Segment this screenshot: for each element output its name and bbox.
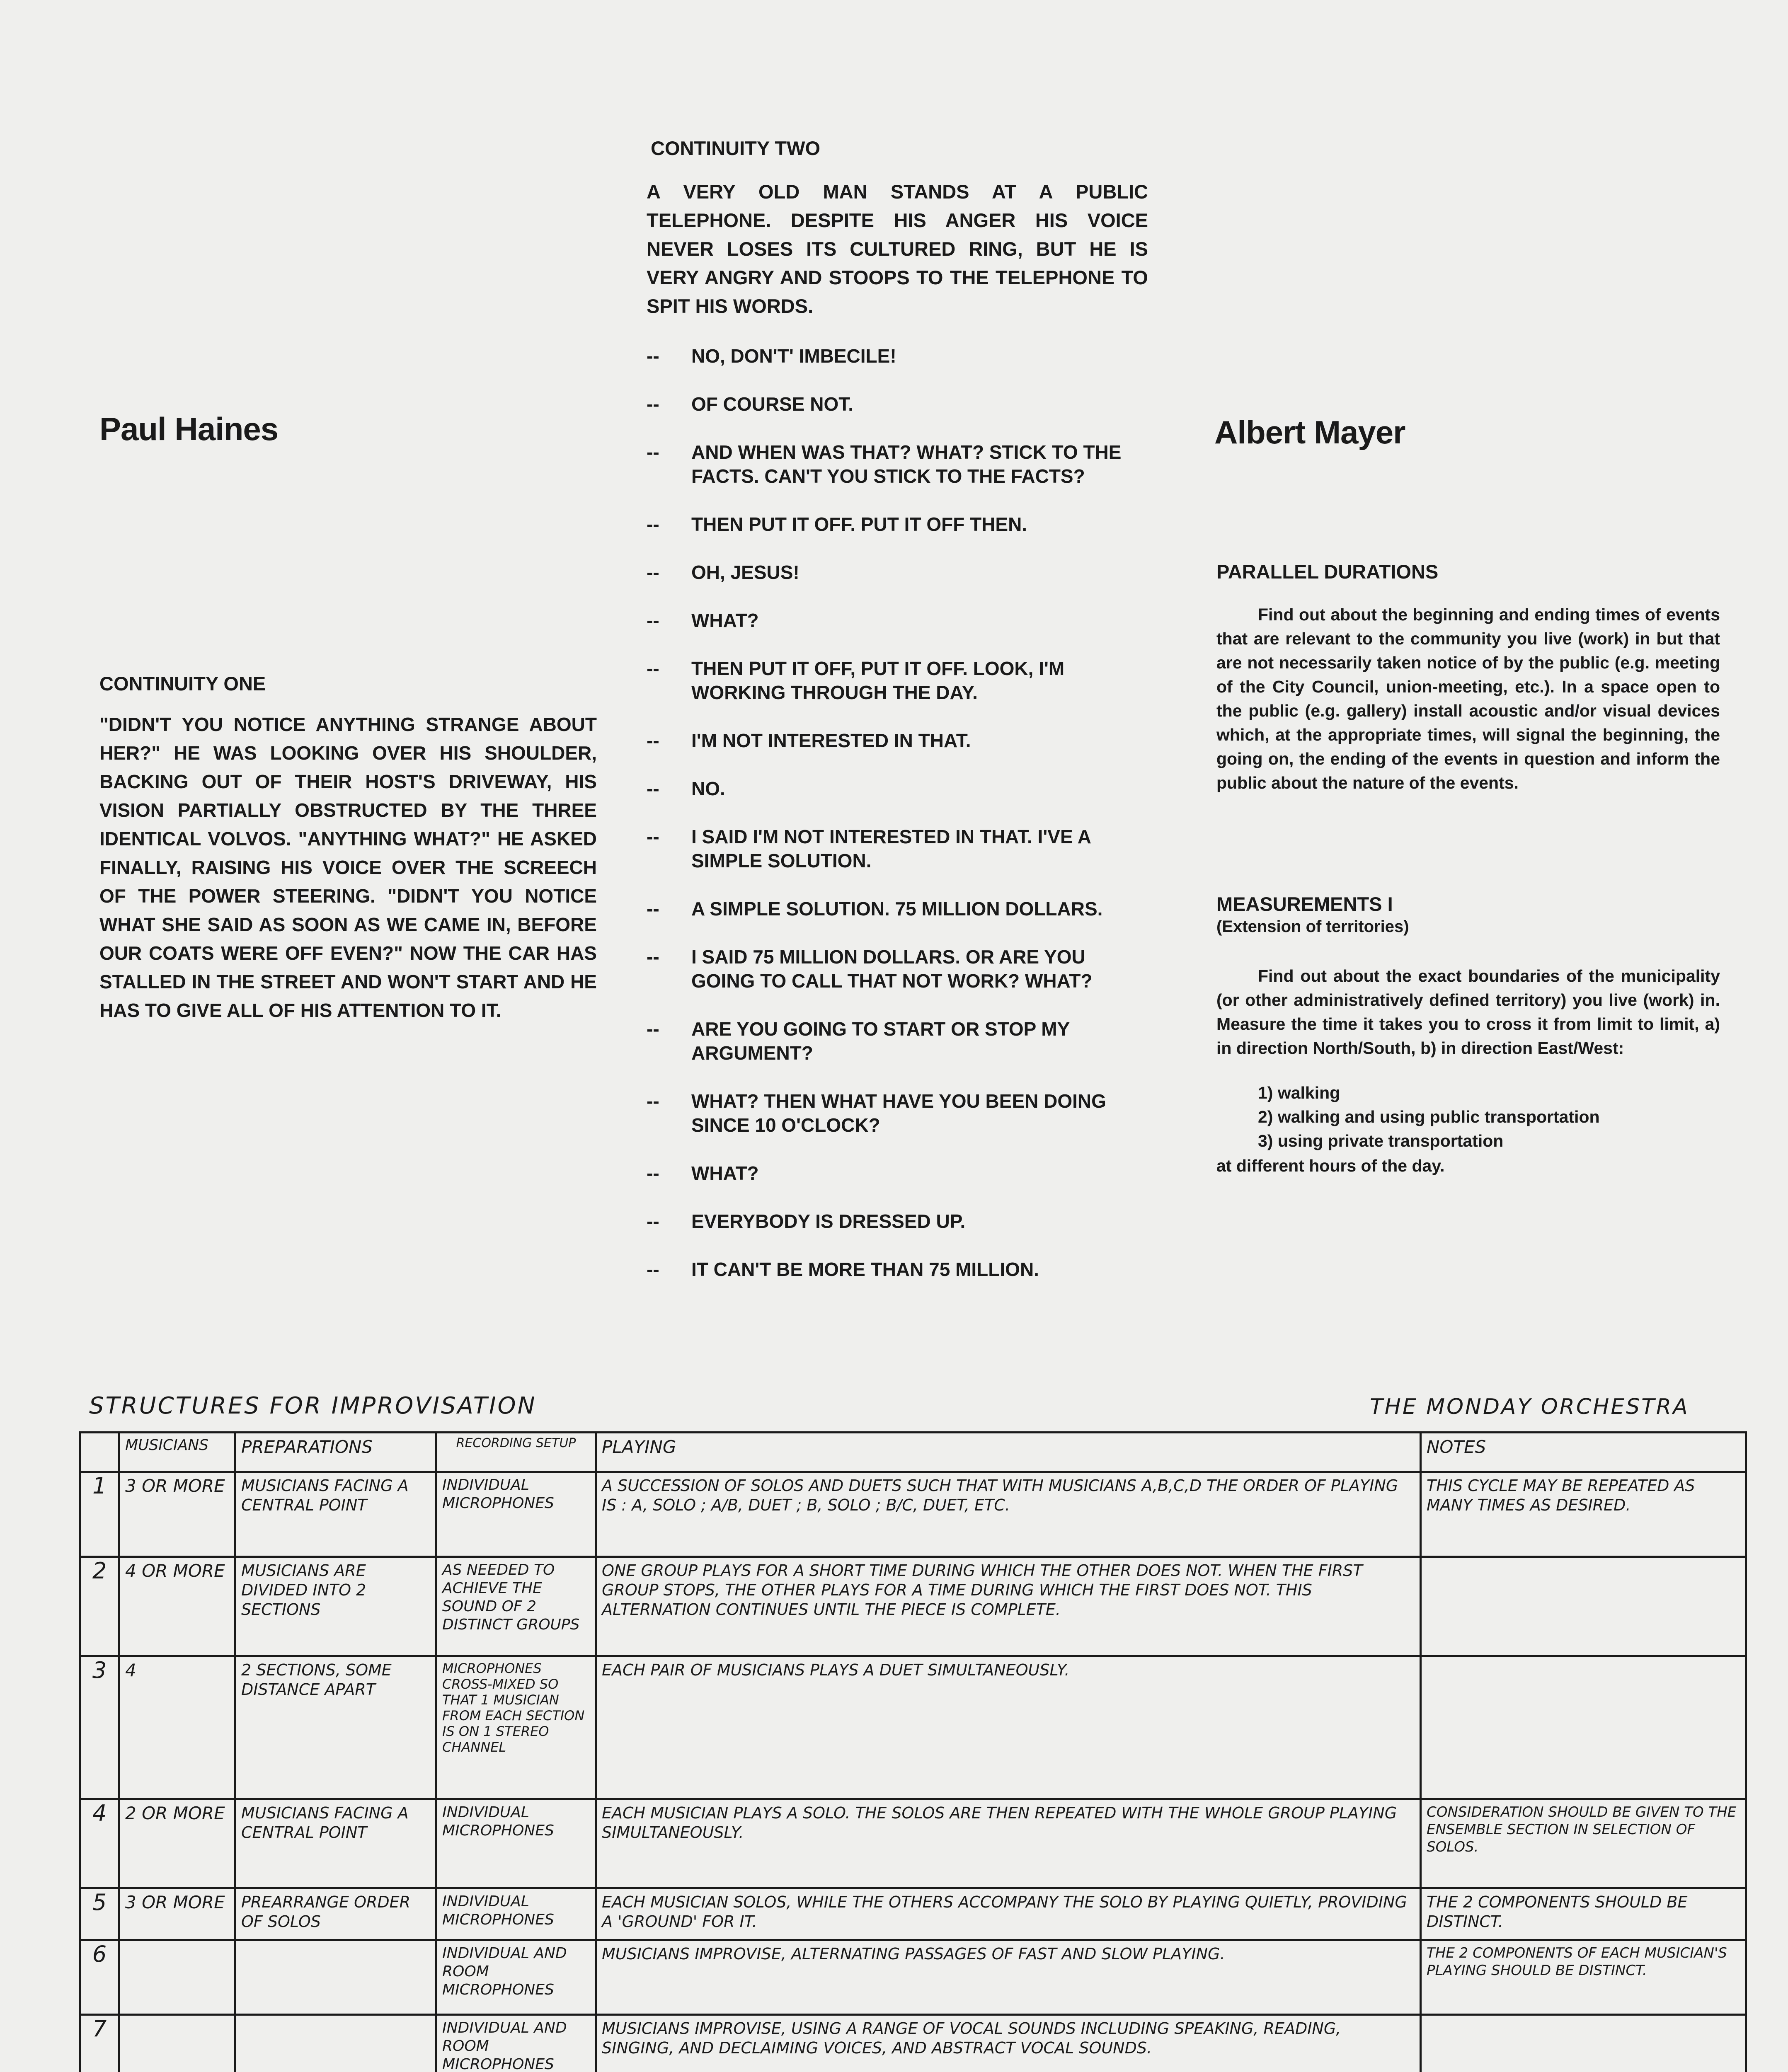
dialogue-line: -- A SIMPLE SOLUTION. 75 MILLION DOLLARS.	[647, 898, 1103, 920]
dialogue-line: -- AND WHEN WAS THAT? WHAT? STICK TO THE FACTS. CAN'T YOU STICK TO THE FACTS?	[647, 441, 1122, 487]
table-row	[80, 1888, 1746, 1940]
table-row	[80, 1799, 1746, 1888]
measurements-closing: at different hours of the day.	[1216, 1156, 1445, 1175]
cell-notes: THE 2 COMPONENTS SHOULD BE DISTINCT.	[1421, 1888, 1746, 1940]
cell-musicians: 4	[119, 1656, 235, 1799]
cell-musicians: 4 OR MORE	[119, 1557, 235, 1656]
author-albert-mayer: Albert Mayer	[1214, 414, 1405, 450]
dialogue-line: -- I'M NOT INTERESTED IN THAT.	[647, 730, 971, 751]
cell-musicians	[119, 2015, 235, 2072]
header-number	[80, 1433, 119, 1472]
row-number: 3	[80, 1656, 119, 1799]
cell-preparations: MUSICIANS FACING A CENTRAL POINT	[235, 1799, 436, 1888]
list-item: 1) walking	[1258, 1083, 1340, 1102]
row-number: 7	[80, 2015, 119, 2072]
cell-playing: EACH MUSICIAN SOLOS, WHILE THE OTHERS ACCOMPANY THE SOLO BY PLAYING QUIETLY, PROVIDING A 'GROUND' FOR IT.	[596, 1888, 1421, 1940]
header-notes: NOTES	[1421, 1433, 1746, 1472]
dialogue-line: -- THEN PUT IT OFF, PUT IT OFF. LOOK, I'M WORKING THROUGH THE DAY.	[647, 658, 1065, 703]
table-header-row	[80, 1433, 1746, 1472]
dialogue-line: -- WHAT?	[647, 610, 759, 631]
cell-notes: THE 2 COMPONENTS OF EACH MUSICIAN'S PLAYING SHOULD BE DISTINCT.	[1421, 1940, 1746, 2015]
author-paul-haines: Paul Haines	[99, 411, 279, 447]
row-number: 2	[80, 1557, 119, 1656]
cell-musicians: 2 OR MORE	[119, 1799, 235, 1888]
row-number: 4	[80, 1799, 119, 1888]
cell-playing: EACH MUSICIAN PLAYS A SOLO. THE SOLOS ARE THEN REPEATED WITH THE WHOLE GROUP PLAYING SIMULTANEOUSLY.	[596, 1799, 1421, 1888]
dialogue-line: -- OF COURSE NOT.	[647, 393, 854, 415]
improvisation-table	[79, 1431, 1747, 2072]
cell-preparations: MUSICIANS FACING A CENTRAL POINT	[235, 1472, 436, 1557]
cell-preparations: MUSICIANS ARE DIVIDED INTO 2 SECTIONS	[235, 1557, 436, 1656]
continuity-one-heading: CONTINUITY ONE	[99, 673, 266, 695]
table-row	[80, 1472, 1746, 1557]
cell-notes	[1421, 1656, 1746, 1799]
dialogue-line: -- IT CAN'T BE MORE THAN 75 MILLION.	[647, 1259, 1039, 1280]
cell-playing: EACH PAIR OF MUSICIANS PLAYS A DUET SIMULTANEOUSLY.	[596, 1656, 1421, 1799]
measurements-subheading: (Extension of territories)	[1216, 917, 1409, 936]
cell-playing: MUSICIANS IMPROVISE, USING A RANGE OF VOCAL SOUNDS INCLUDING SPEAKING, READING, SINGING, AND DECLAIMING VOICES, AND ABSTRACT VOCAL SOUNDS.	[596, 2015, 1421, 2072]
cell-playing: MUSICIANS IMPROVISE, ALTERNATING PASSAGES OF FAST AND SLOW PLAYING.	[596, 1940, 1421, 2015]
continuity-one-text: "DIDN'T YOU NOTICE ANYTHING STRANGE ABOUT HER?" HE WAS LOOKING OVER HIS SHOULDER, BACKING OUT OF THEIR HOST'S DRIVEWAY, HIS VISION PARTIALLY OBSTRUCTED BY THE THREE IDENTICAL VOLVOS. "ANYTHING WHAT?" HE ASKED FINALLY, RAISING HIS VOICE OVER THE SCREECH OF THE POWER STEERING. "DIDN'T YOU NOTICE WHAT SHE SAID AS SOON AS WE CAME IN, BEFORE OUR COATS WERE OFF EVEN?" NOW THE CAR HAS STALLED IN THE STREET AND WON'T START AND HE HAS TO GIVE ALL OF HIS ATTENTION TO IT.	[99, 714, 597, 1021]
cell-notes: THIS CYCLE MAY BE REPEATED AS MANY TIMES AS DESIRED.	[1421, 1472, 1746, 1557]
row-number: 1	[80, 1472, 119, 1557]
cell-playing: A SUCCESSION OF SOLOS AND DUETS SUCH THAT WITH MUSICIANS A,B,C,D THE ORDER OF PLAYING IS : A, SOLO ; A/B, DUET ; B, SOLO ; B/C, DUET, ETC.	[596, 1472, 1421, 1557]
dialogue-line: -- ARE YOU GOING TO START OR STOP MY ARGUMENT?	[647, 1018, 1070, 1064]
cell-musicians	[119, 1940, 235, 2015]
cell-preparations: PREARRANGE ORDER OF SOLOS	[235, 1888, 436, 1940]
cell-recording: INDIVIDUAL MICROPHONES	[436, 1799, 596, 1888]
parallel-durations-heading: PARALLEL DURATIONS	[1216, 561, 1439, 583]
cell-notes	[1421, 2015, 1746, 2072]
cell-recording: AS NEEDED TO ACHIEVE THE SOUND OF 2 DISTINCT GROUPS	[436, 1557, 596, 1656]
dialogue-list	[647, 344, 1148, 1305]
dialogue-line: -- OH, JESUS!	[647, 562, 800, 583]
row-number: 6	[80, 1940, 119, 2015]
cell-preparations	[235, 2015, 436, 2072]
header-musicians: MUSICIANS	[119, 1433, 235, 1472]
cell-recording: INDIVIDUAL MICROPHONES	[436, 1888, 596, 1940]
table-row	[80, 2015, 1746, 2072]
list-item: 3) using private transportation	[1258, 1131, 1504, 1150]
cell-recording: INDIVIDUAL AND ROOM MICROPHONES	[436, 1940, 596, 2015]
dialogue-line: -- I SAID 75 MILLION DOLLARS. OR ARE YOU GOING TO CALL THAT NOT WORK? WHAT?	[647, 946, 1093, 992]
table-title: STRUCTURES FOR IMPROVISATION	[89, 1392, 537, 1419]
table-row	[80, 1557, 1746, 1656]
dialogue-line: -- EVERYBODY IS DRESSED UP.	[647, 1210, 966, 1232]
dialogue-line: -- THEN PUT IT OFF. PUT IT OFF THEN.	[647, 513, 1027, 535]
dialogue-line: -- WHAT?	[647, 1162, 759, 1184]
measurements-text: Find out about the exact boundaries of the municipality (or other administratively defined territory) you live (work) in. Measure the time it takes you to cross it from limit to limit, a) in direction North/South, b) in direction East/West:	[1216, 966, 1720, 1058]
header-preparations: PREPARATIONS	[235, 1433, 436, 1472]
continuity-two-heading: CONTINUITY TWO	[651, 137, 821, 159]
dialogue-line: -- I SAID I'M NOT INTERESTED IN THAT. I'VE A SIMPLE SOLUTION.	[647, 826, 1091, 871]
cell-preparations: 2 SECTIONS, SOME DISTANCE APART	[235, 1656, 436, 1799]
dialogue-line: -- NO.	[647, 778, 725, 799]
dialogue-line: -- NO, DON'T' IMBECILE!	[647, 345, 896, 367]
table-row	[80, 1940, 1746, 2015]
cell-preparations	[235, 1940, 436, 2015]
table-row	[80, 1656, 1746, 1799]
list-item: 2) walking and using public transportation	[1258, 1107, 1600, 1126]
cell-notes	[1421, 1557, 1746, 1656]
cell-musicians: 3 OR MORE	[119, 1888, 235, 1940]
cell-playing: ONE GROUP PLAYS FOR A SHORT TIME DURING WHICH THE OTHER DOES NOT. WHEN THE FIRST GROUP STOPS, THE OTHER PLAYS FOR A TIME DURING WHICH THE FIRST DOES NOT. THIS ALTERNATION CONTINUES UNTIL THE PIECE IS COMPLETE.	[596, 1557, 1421, 1656]
measurements-heading: MEASUREMENTS I	[1216, 893, 1393, 915]
measurements-list	[1216, 1081, 1600, 1153]
row-number: 5	[80, 1888, 119, 1940]
cell-notes: CONSIDERATION SHOULD BE GIVEN TO THE ENSEMBLE SECTION IN SELECTION OF SOLOS.	[1421, 1799, 1746, 1888]
dialogue-line: -- WHAT? THEN WHAT HAVE YOU BEEN DOING SINCE 10 O'CLOCK?	[647, 1090, 1106, 1136]
continuity-two-intro: A VERY OLD MAN STANDS AT A PUBLIC TELEPHONE. DESPITE HIS ANGER HIS VOICE NEVER LOSES ITS CULTURED RING, BUT HE IS VERY ANGRY AND STOOPS TO THE TELEPHONE TO SPIT HIS WORDS.	[647, 181, 1148, 317]
cell-recording: MICROPHONES CROSS-MIXED SO THAT 1 MUSICIAN FROM EACH SECTION IS ON 1 STEREO CHANNEL	[436, 1656, 596, 1799]
cell-musicians: 3 OR MORE	[119, 1472, 235, 1557]
header-playing: PLAYING	[596, 1433, 1421, 1472]
parallel-durations-text: Find out about the beginning and ending times of events that are relevant to the community you live (work) in but that are not necessarily taken notice of by the public (e.g. meeting of the City Council, union-meeting, etc.). In a space open to the public (e.g. gallery) install acoustic and/or visual devices which, at the appropriate times, will signal the beginning, the going on, the ending of the events in question and inform the public about the nature of the events.	[1216, 605, 1720, 792]
cell-recording: INDIVIDUAL AND ROOM MICROPHONES	[436, 2015, 596, 2072]
table-credit: THE MONDAY ORCHESTRA	[1370, 1394, 1689, 1419]
cell-recording: INDIVIDUAL MICROPHONES	[436, 1472, 596, 1557]
header-recording-setup: RECORDING SETUP	[436, 1433, 596, 1472]
